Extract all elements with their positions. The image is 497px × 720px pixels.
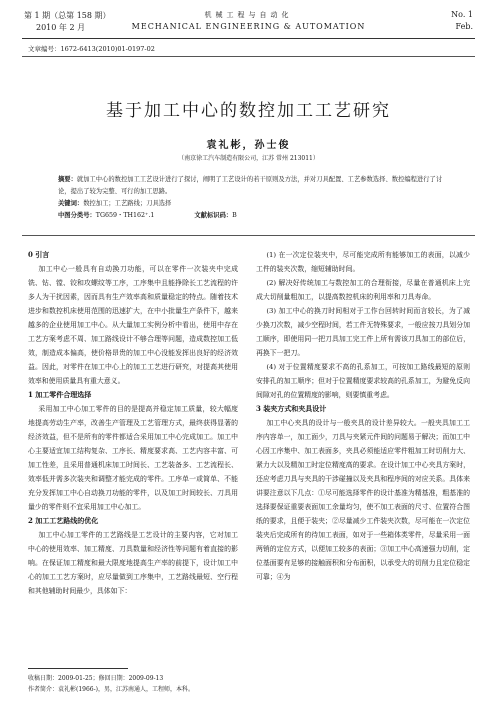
issue-no-en: No. 1 xyxy=(451,10,473,19)
body-paragraph: 加工中心加工零件的工艺路线是工艺设计的主要内容，它对加工中心的使用效率、加工精度、刀具数量和经济性等问题有着直接的影响。在保证加工精度和最大限度地提高生产率的前提下，设计加工中心的加工工艺方案时，应尽量做到工序集中，工艺路线最短、空行程和其他辅助时间最少，具体如下： xyxy=(28,531,238,595)
paper-affiliation: （南京徐工汽车制造有限公司，江苏 常州 213011） xyxy=(178,155,319,162)
body-paragraph: 采用加工中心加工零件的目的是提高并稳定加工质量，较大幅度地提高劳动生产率，改善生产管理及工艺管理方式，最终获得显著的经济效益，但不是所有的零件都适合采用加工中心完成加工。加工中心主要适宜加工结构复杂、工序长、精度要求高、工艺内容丰富、可加工性差，且采用普通机床加工时间长、工艺装备多、工艺流程长、效率低并需多次装夹和调整才能完成的零件。工序单一或简单、不能充分发挥加工中心自动换刀功能的零件，以及加工时间较长、刀具用量少的零件则不宜采用加工中心加工。 xyxy=(28,405,238,511)
body-paragraph: (4) 对于位置精度要求不高的孔系加工，可按加工路线最短的原则安排孔的加工顺序；但对于位置精度要求较高的孔系加工，为避免反向间隙对孔的位置精度的影响，则要慎重考虑。 xyxy=(256,363,470,399)
footnote-received: 收稿日期：2009-01-25；修回日期：2009-09-13 xyxy=(28,675,164,682)
abstract xyxy=(58,174,451,198)
doc-code-label: 文献标识码： xyxy=(194,212,233,219)
issue-number: 第 1 期（总第 158 期） xyxy=(24,11,111,20)
section-heading: 2 加工工艺路线的优化 xyxy=(28,516,99,525)
right-column xyxy=(256,248,470,584)
journal-name-en: MECHANICAL ENGINEERING & AUTOMATION xyxy=(131,22,366,31)
classification-label: 中图分类号： xyxy=(58,212,96,219)
body-paragraph: (2) 解决好传统加工与数控加工的合理衔接，尽量在普通机床上完成大切削量粗加工，以提高数控机床的利用率和刀具寿命。 xyxy=(256,279,470,301)
footnote-author: 作者简介：袁礼彬(1966-)，男，江苏南通人，工程师，本科。 xyxy=(28,686,194,693)
abstract-label: 摘要： xyxy=(58,176,77,183)
doc-code-value: B xyxy=(232,212,237,219)
section-heading: 1 加工零件合理选择 xyxy=(28,390,92,399)
footnote-rule xyxy=(28,668,128,669)
abstract-rule xyxy=(22,235,475,236)
body-paragraph: 加工中心夹具的设计与一般夹具的设计差异较大。一般夹具加工工序内容单一，加工面少，刀具与夹紧元件间的问题易于解决；而加工中心因工序集中、加工表面多，夹具必须能适应零件粗加工时切削力大、紧力大以及精加工时定位精度高的要求。在设计加工中心夹具方案时，还应考虑刀具与夹具的干涉碰撞以及夹具和程序间的对应关系。具体来讲要注意以下几点：①尽可能选择零件的设计基准为精基准，粗基准的选择要保证重要表面加工余量均匀，使不加工表面的尺寸、位置符合图纸的要求，且便于装夹；②尽量减少工件装夹次数，尽可能在一次定位装夹后完成所有的待加工表面，如对于一些箱体类零件，尽量采用一面两销的定位方式，以便加工较多的表面；③加工中心高速强力切削，定位基面要有足够的接触面积和分布面积，以承受大的切削力且定位稳定可靠；④为 xyxy=(256,419,470,581)
abstract-block xyxy=(58,174,451,222)
body-paragraph: (3) 加工中心的换刀时间相对于工作台回转时间而言较长，为了减少换刀次数，减少空程时间，若工件无特殊要求，一般应按刀具划分加工顺序，即使用同一把刀具加工完工件上所有需该刀具加工的部位后，再换下一把刀。 xyxy=(256,307,470,357)
article-number: 文章编号：1672-6413(2010)01-0197-02 xyxy=(28,45,155,53)
section-heading: 3 装夹方式和夹具设计 xyxy=(256,404,327,413)
abstract-text: 就加工中心的数控加工工艺设计进行了探讨，阐明了工艺设计的若干原则及方法，并对刀具配置、工艺参数选择、数控编程进行了讨论，提出了较为完整、可行的加工思路。 xyxy=(58,176,443,195)
body-paragraph: 加工中心一般具有自动换刀功能，可以在零件一次装夹中完成铣、钻、镗、铰和攻螺纹等工序，工序集中且能挣除长工艺流程的许多人为干扰因素，因而具有生产效率高和质量稳定的特点。随着技术进步和数控机床使用范围的迅速扩大，在中小批量生产条件下，越来越多的企业使用加工中心。从大量加工实例分析中看出，使用中存在工艺方案考虑不周、加工路线设计不够合理等问题，造成数控加工低效，制造成本偏高，使价格昂贵的加工中心没能发挥出良好的经济效益。因此，对零件在加工中心上的加工工艺进行研究，对提高其使用效率和使用质量具有重大意义。 xyxy=(28,265,238,385)
issue-date: 2010 年 2 月 xyxy=(36,23,86,32)
header-rule xyxy=(22,38,475,39)
journal-name-cn: 机械工程与自动化 xyxy=(204,11,293,19)
paper-title: 基于加工中心的数控加工工艺研究 xyxy=(106,101,391,121)
body-paragraph: (1) 在一次定位装夹中，尽可能完成所有能够加工的表面，以减少工件的装夹次数，缩短辅助时间。 xyxy=(256,251,470,273)
keywords xyxy=(58,198,451,210)
issue-month-en: Feb. xyxy=(455,22,473,31)
classification xyxy=(58,210,451,222)
paper-authors: 袁礼彬，孙士俊 xyxy=(206,140,291,151)
section-heading: 0 引言 xyxy=(28,250,50,259)
left-column xyxy=(28,248,238,598)
article-number-rule xyxy=(22,56,475,57)
classification-value: TG659・TH162⁺.1 xyxy=(95,212,155,219)
running-header xyxy=(24,8,473,38)
keywords-text: 数控加工；工艺路线；刀具选择 xyxy=(83,200,172,207)
keywords-label: 关键词： xyxy=(58,200,84,207)
